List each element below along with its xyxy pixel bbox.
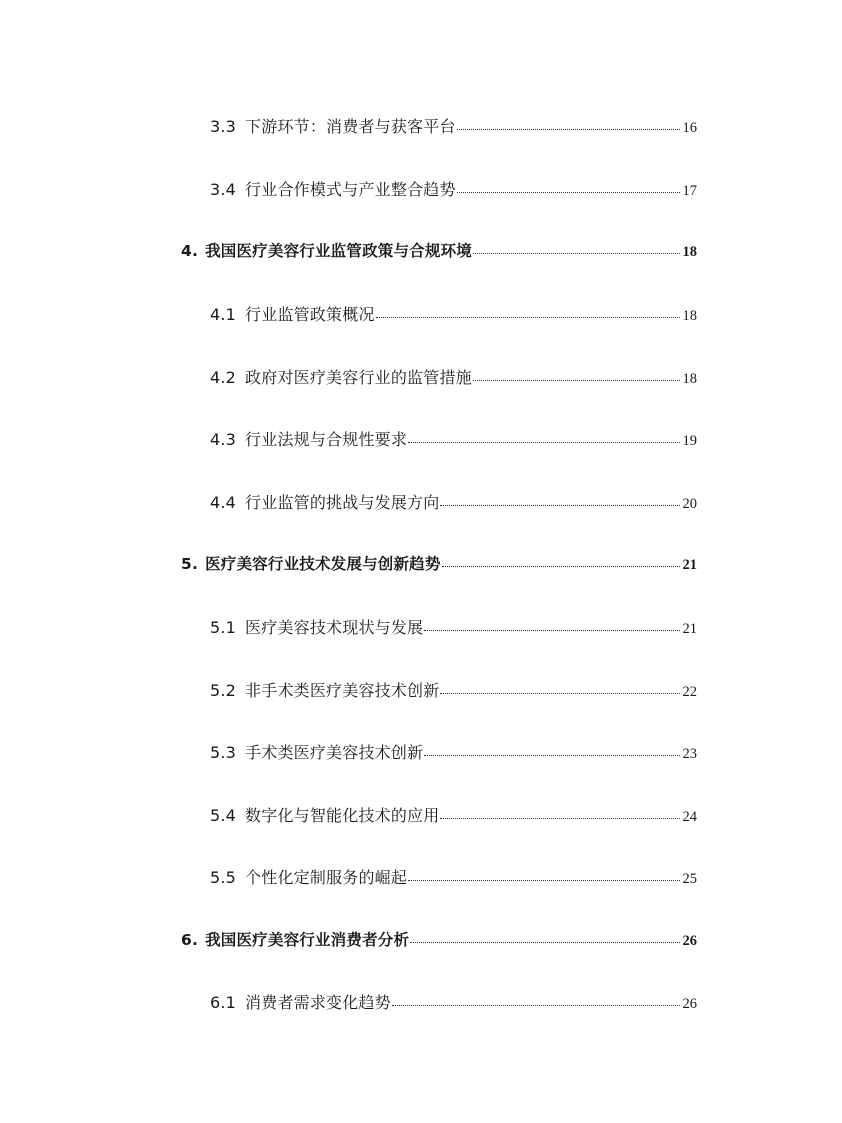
toc-chapter-title: 5. 医疗美容行业技术发展与创新趋势 <box>181 555 441 573</box>
toc-page-number: 25 <box>682 871 697 887</box>
toc-entry-title: 3.3 下游环节：消费者与获客平台 <box>210 117 456 136</box>
toc-page-number: 18 <box>682 244 697 260</box>
toc-entry-number: 3.4 <box>210 180 237 199</box>
toc-entry-4-3[interactable] <box>210 427 697 457</box>
toc-chapter-title: 6. 我国医疗美容行业消费者分析 <box>181 931 410 949</box>
toc-entry-3-3[interactable] <box>210 114 697 144</box>
toc-entry-title: 4.3 行业法规与合规性要求 <box>210 430 408 449</box>
toc-page-number: 21 <box>682 621 697 637</box>
toc-entry-number: 3.3 <box>210 117 237 136</box>
toc-entry-5-4[interactable] <box>210 803 697 833</box>
toc-entry-title: 5.1 医疗美容技术现状与发展 <box>210 618 424 637</box>
toc-page-number: 18 <box>682 371 697 387</box>
toc-chapter-number: 6. <box>181 931 199 949</box>
toc-entry-number: 5.1 <box>210 618 237 637</box>
toc-page-number: 16 <box>682 120 697 136</box>
toc-entry-5-3[interactable] <box>210 740 697 770</box>
toc-entry-title: 5.2 非手术类医疗美容技术创新 <box>210 681 440 700</box>
toc-dot-leader <box>410 942 679 943</box>
toc-page-number: 21 <box>682 557 697 573</box>
toc-entry-4-2[interactable] <box>210 365 697 395</box>
toc-page-number: 23 <box>682 746 697 762</box>
toc-entry-number: 4.1 <box>210 305 237 324</box>
toc-dot-leader <box>376 317 680 318</box>
toc-dot-leader <box>442 566 680 567</box>
toc-dot-leader <box>457 129 680 130</box>
toc-page-number: 26 <box>682 996 697 1012</box>
toc-page-number: 26 <box>682 933 697 949</box>
toc-page-number: 17 <box>682 183 697 199</box>
toc-entry-6-1[interactable] <box>210 990 697 1020</box>
toc-dot-leader <box>473 380 680 381</box>
toc-entry-5-5[interactable] <box>210 865 697 895</box>
toc-entry-3-4[interactable] <box>210 177 697 207</box>
toc-entry-number: 5.3 <box>210 743 237 762</box>
toc-entry-number: 5.5 <box>210 868 237 887</box>
toc-entry-title: 5.4 数字化与智能化技术的应用 <box>210 806 440 825</box>
toc-entry-number: 4.3 <box>210 430 237 449</box>
toc-page-number: 18 <box>682 308 697 324</box>
toc-entry-title: 5.5 个性化定制服务的崛起 <box>210 868 408 887</box>
toc-entry-title: 6.1 消费者需求变化趋势 <box>210 993 391 1012</box>
toc-page-number: 20 <box>682 496 697 512</box>
toc-chapter-6[interactable] <box>181 928 697 958</box>
toc-entry-number: 5.4 <box>210 806 237 825</box>
toc-entry-5-1[interactable] <box>210 615 697 645</box>
toc-chapter-5[interactable] <box>181 552 697 582</box>
toc-chapter-number: 4. <box>181 242 199 260</box>
toc-dot-leader <box>408 880 679 881</box>
toc-entry-5-2[interactable] <box>210 678 697 708</box>
toc-entry-title: 4.2 政府对医疗美容行业的监管措施 <box>210 368 472 387</box>
toc-dot-leader <box>457 192 680 193</box>
toc-entry-title: 4.4 行业监管的挑战与发展方向 <box>210 493 440 512</box>
toc-entry-number: 6.1 <box>210 993 237 1012</box>
toc-dot-leader <box>424 755 679 756</box>
toc-chapter-4[interactable] <box>181 239 697 269</box>
toc-entry-title: 3.4 行业合作模式与产业整合趋势 <box>210 180 456 199</box>
toc-page-number: 19 <box>682 433 697 449</box>
toc-chapter-title: 4. 我国医疗美容行业监管政策与合规环境 <box>181 242 472 260</box>
toc-entry-title: 4.1 行业监管政策概况 <box>210 305 375 324</box>
toc-entry-4-4[interactable] <box>210 490 697 520</box>
toc-dot-leader <box>473 253 680 254</box>
toc-page-number: 24 <box>682 809 697 825</box>
toc-dot-leader <box>440 693 679 694</box>
toc-entry-number: 4.4 <box>210 493 237 512</box>
toc-dot-leader <box>440 505 679 506</box>
toc-dot-leader <box>392 1005 680 1006</box>
toc-entry-4-1[interactable] <box>210 302 697 332</box>
toc-page-number: 22 <box>682 684 697 700</box>
toc-entry-number: 5.2 <box>210 681 237 700</box>
toc-dot-leader <box>408 442 679 443</box>
toc-dot-leader <box>440 818 679 819</box>
toc-chapter-number: 5. <box>181 555 199 573</box>
toc-entry-title: 5.3 手术类医疗美容技术创新 <box>210 743 424 762</box>
toc-dot-leader <box>424 630 679 631</box>
toc-entry-number: 4.2 <box>210 368 237 387</box>
